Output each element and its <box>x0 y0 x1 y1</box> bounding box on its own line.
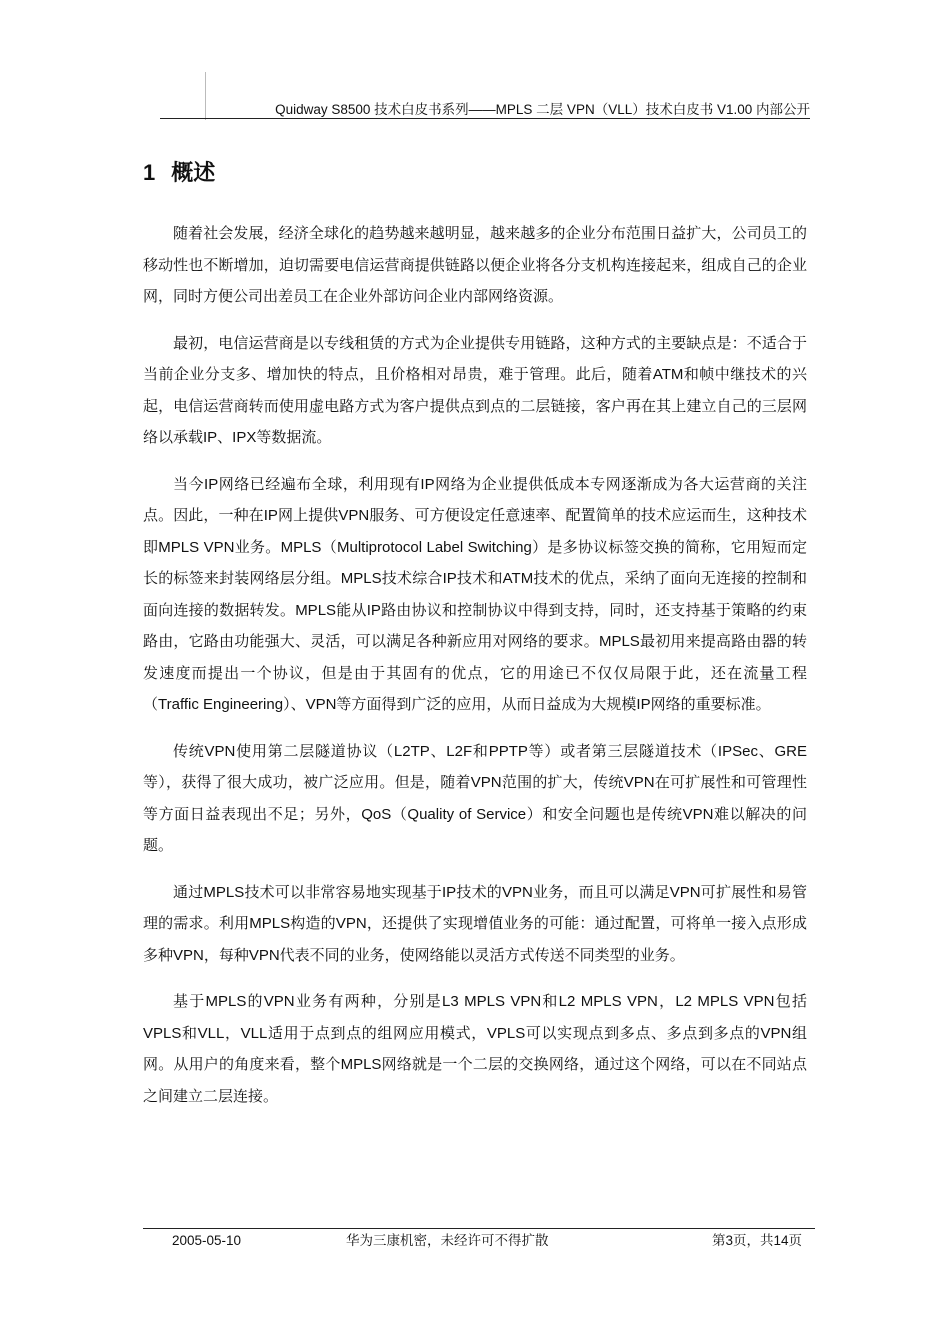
footer-page-number: 第3页，共14页 <box>712 1233 803 1248</box>
paragraph-3: 当今IP网络已经遍布全球，利用现有IP网络为企业提供低成本专网逐渐成为各大运营商的关注点。因此，一种在IP网上提供VPN服务、可方便设定任意速率、配置简单的技术应运而生，这种技术即MPLS VPN业务。MPLS（Multiprotocol Label Switching）是多协议标签交换的简称，它用短而定长的标签来封装网络层分组。MPLS技术综合IP技术和ATM技术的优点，采纳了面向无连接的控制和面向连接的数据转发。MPLS能从IP路由协议和控制协议中得到支持，同时，还支持基于策略的约束路由，它路由功能强大、灵活，可以满足各种新应用对网络的要求。MPLS最初用来提高路由器的转发速度而提出一个协议，但是由于其固有的优点，它的用途已不仅仅局限于此，还在流量工程（Traffic Engineering）、VPN等方面得到广泛的应用，从而日益成为大规模IP网络的重要标准。 <box>143 475 807 713</box>
footer-rule <box>143 1228 815 1229</box>
section-heading <box>143 158 215 188</box>
paragraph-2: 最初，电信运营商是以专线租赁的方式为企业提供专用链路，这种方式的主要缺点是：不适合于当前企业分支多、增加快的特点，且价格相对昂贵，难于管理。此后，随着ATM和帧中继技术的兴起，电信运营商转而使用虚电路方式为客户提供点到点的二层链接，客户再在其上建立自己的三层网络以承载IP、IPX等数据流。 <box>143 334 807 446</box>
section-title: 概述 <box>171 160 216 185</box>
paragraph-5: 通过MPLS技术可以非常容易地实现基于IP技术的VPN业务，而且可以满足VPN可扩展性和易管理的需求。利用MPLS构造的VPN，还提供了实现增值业务的可能：通过配置，可将单一接入点形成多种VPN，每种VPN代表不同的业务，使网络能以灵活方式传送不同类型的业务。 <box>143 883 807 964</box>
header-margin-mark <box>205 72 206 120</box>
footer-confidential-notice: 华为三康机密，未经许可不得扩散 <box>346 1233 549 1248</box>
body-text <box>143 218 807 1127</box>
section-number: 1 <box>143 160 156 185</box>
header-rule <box>160 118 810 119</box>
paragraph-6: 基于MPLS的VPN业务有两种，分别是L3 MPLS VPN和L2 MPLS VPN，L2 MPLS VPN包括VPLS和VLL，VLL适用于点到点的组网应用模式，VPLS可以实现点到多点、多点到多点的VPN组网。从用户的角度来看，整个MPLS网络就是一个二层的交换网络，通过这个网络，可以在不同站点之间建立二层连接。 <box>143 993 807 1105</box>
footer-date: 2005-05-10 <box>172 1233 242 1248</box>
header-title: Quidway S8500 技术白皮书系列——MPLS 二层 VPN（VLL）技术白皮书 V1.00 内部公开 <box>275 102 810 117</box>
paragraph-4: 传统VPN使用第二层隧道协议（L2TP、L2F和PPTP等）或者第三层隧道技术（IPSec、GRE等），获得了很大成功，被广泛应用。但是，随着VPN范围的扩大，传统VPN在可扩展性和可管理性等方面日益表现出不足；另外，QoS（Quality of Service）和安全问题也是传统VPN难以解决的问题。 <box>143 742 807 854</box>
paragraph-1: 随着社会发展，经济全球化的趋势越来越明显，越来越多的企业分布范围日益扩大，公司员工的移动性也不断增加，迫切需要电信运营商提供链路以便企业将各分支机构连接起来，组成自己的企业网，同时方便公司出差员工在企业外部访问企业内部网络资源。 <box>143 225 807 305</box>
